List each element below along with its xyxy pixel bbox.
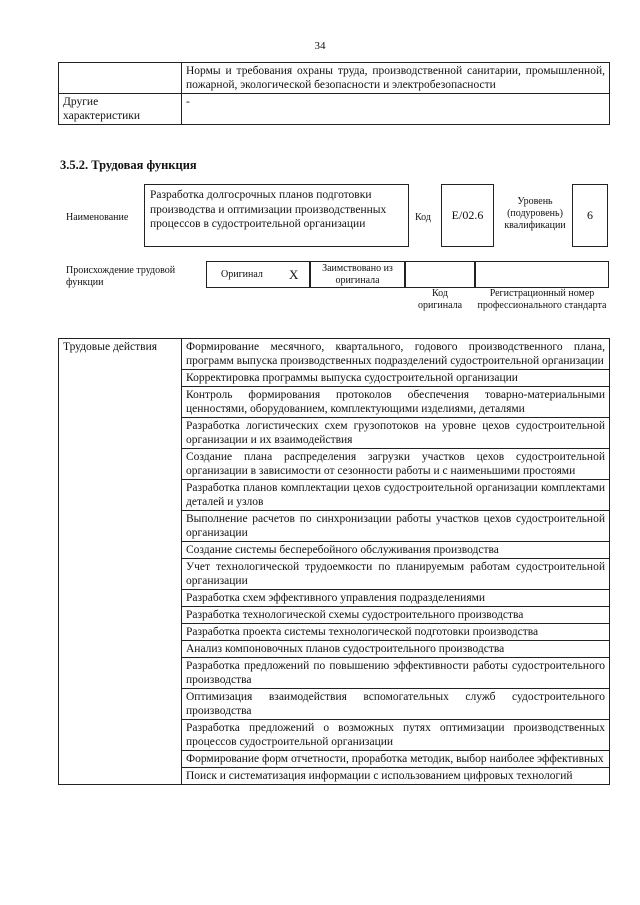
- labor-action-item: Разработка предложений по повышению эффективности работы судостроительного производства: [182, 658, 610, 689]
- borrowed-box: Заимствовано из оригинала: [310, 261, 405, 288]
- requirements-cell: Нормы и требования охраны труда, производственной санитарии, промышленной, пожарной, экологической безопасности и электробезопасности: [182, 63, 610, 94]
- original-mark: X: [289, 267, 299, 282]
- other-characteristics-value: -: [182, 94, 610, 125]
- original-box: [206, 261, 310, 288]
- labor-action-item: Выполнение расчетов по синхронизации работы участков цехов судостроительной организации: [182, 511, 610, 542]
- reg-number-label: Регистрационный номер профессионального стандарта: [477, 288, 607, 311]
- name-label: Наименование: [66, 212, 129, 223]
- labor-action-item: Разработка логистических схем грузопотоков на уровне цехов судостроительной организации и их взаимодействия: [182, 418, 610, 449]
- labor-action-item: Разработка планов комплектации цехов судостроительной организации комплектами деталей и узлов: [182, 480, 610, 511]
- code-original-box: [405, 261, 475, 288]
- original-label: Оригинал: [221, 269, 263, 280]
- labor-action-item: Учет технологической трудоемкости по планируемым работам судостроительной организации: [182, 559, 610, 590]
- reg-number-box: [475, 261, 609, 288]
- origin-label: Происхождение трудовой функции: [66, 265, 176, 288]
- function-name-box: Разработка долгосрочных планов подготовки производства и оптимизации производственных процессов в судостроительной организации: [144, 184, 409, 247]
- labor-action-item: Разработка предложений о возможных путях оптимизации производственных процессов судостроительной организации: [182, 720, 610, 751]
- table-row: [59, 339, 610, 370]
- labor-action-item: Анализ компоновочных планов судостроительного производства: [182, 641, 610, 658]
- function-code-box: E/02.6: [441, 184, 494, 247]
- code-label: Код: [415, 212, 431, 223]
- labor-action-item: Разработка схем эффективного управления подразделениями: [182, 590, 610, 607]
- labor-action-item: Разработка технологической схемы судостроительного производства: [182, 607, 610, 624]
- labor-action-item: Оптимизация взаимодействия вспомогательных служб судостроительного производства: [182, 689, 610, 720]
- labor-actions-table: [58, 338, 610, 785]
- qualification-level-label: Уровень (подуровень) квалификации: [504, 196, 566, 231]
- table-row: [59, 94, 610, 125]
- page-number: 34: [314, 40, 326, 52]
- table-row: [59, 63, 610, 94]
- labor-action-item: Контроль формирования протоколов обеспечения товарно-материальными ценностями, оборудованием, комплектующими изделиями, деталями: [182, 387, 610, 418]
- labor-action-item: Создание плана распределения загрузки участков цехов судостроительной организации в зависимости от сезонности работы и с наименьшими простоями: [182, 449, 610, 480]
- labor-action-item: Поиск и систематизация информации с использованием цифровых технологий: [182, 768, 610, 785]
- top-table: [58, 62, 610, 125]
- labor-action-item: Формирование месячного, квартального, годового производственного плана, программ выпуска производственных подразделений судостроительной организации: [182, 339, 610, 370]
- labor-action-item: Создание системы бесперебойного обслуживания производства: [182, 542, 610, 559]
- labor-action-item: Формирование форм отчетности, проработка методик, выбор наиболее эффективных: [182, 751, 610, 768]
- other-characteristics-label: Другие характеристики: [59, 94, 182, 125]
- labor-actions-label: Трудовые действия: [59, 339, 182, 785]
- labor-action-item: Разработка проекта системы технологической подготовки производства: [182, 624, 610, 641]
- empty-cell: [59, 63, 182, 94]
- section-title: 3.5.2. Трудовая функция: [60, 158, 197, 172]
- code-original-label: Код оригинала: [417, 288, 463, 311]
- qualification-level-box: 6: [572, 184, 608, 247]
- labor-action-item: Корректировка программы выпуска судостроительной организации: [182, 370, 610, 387]
